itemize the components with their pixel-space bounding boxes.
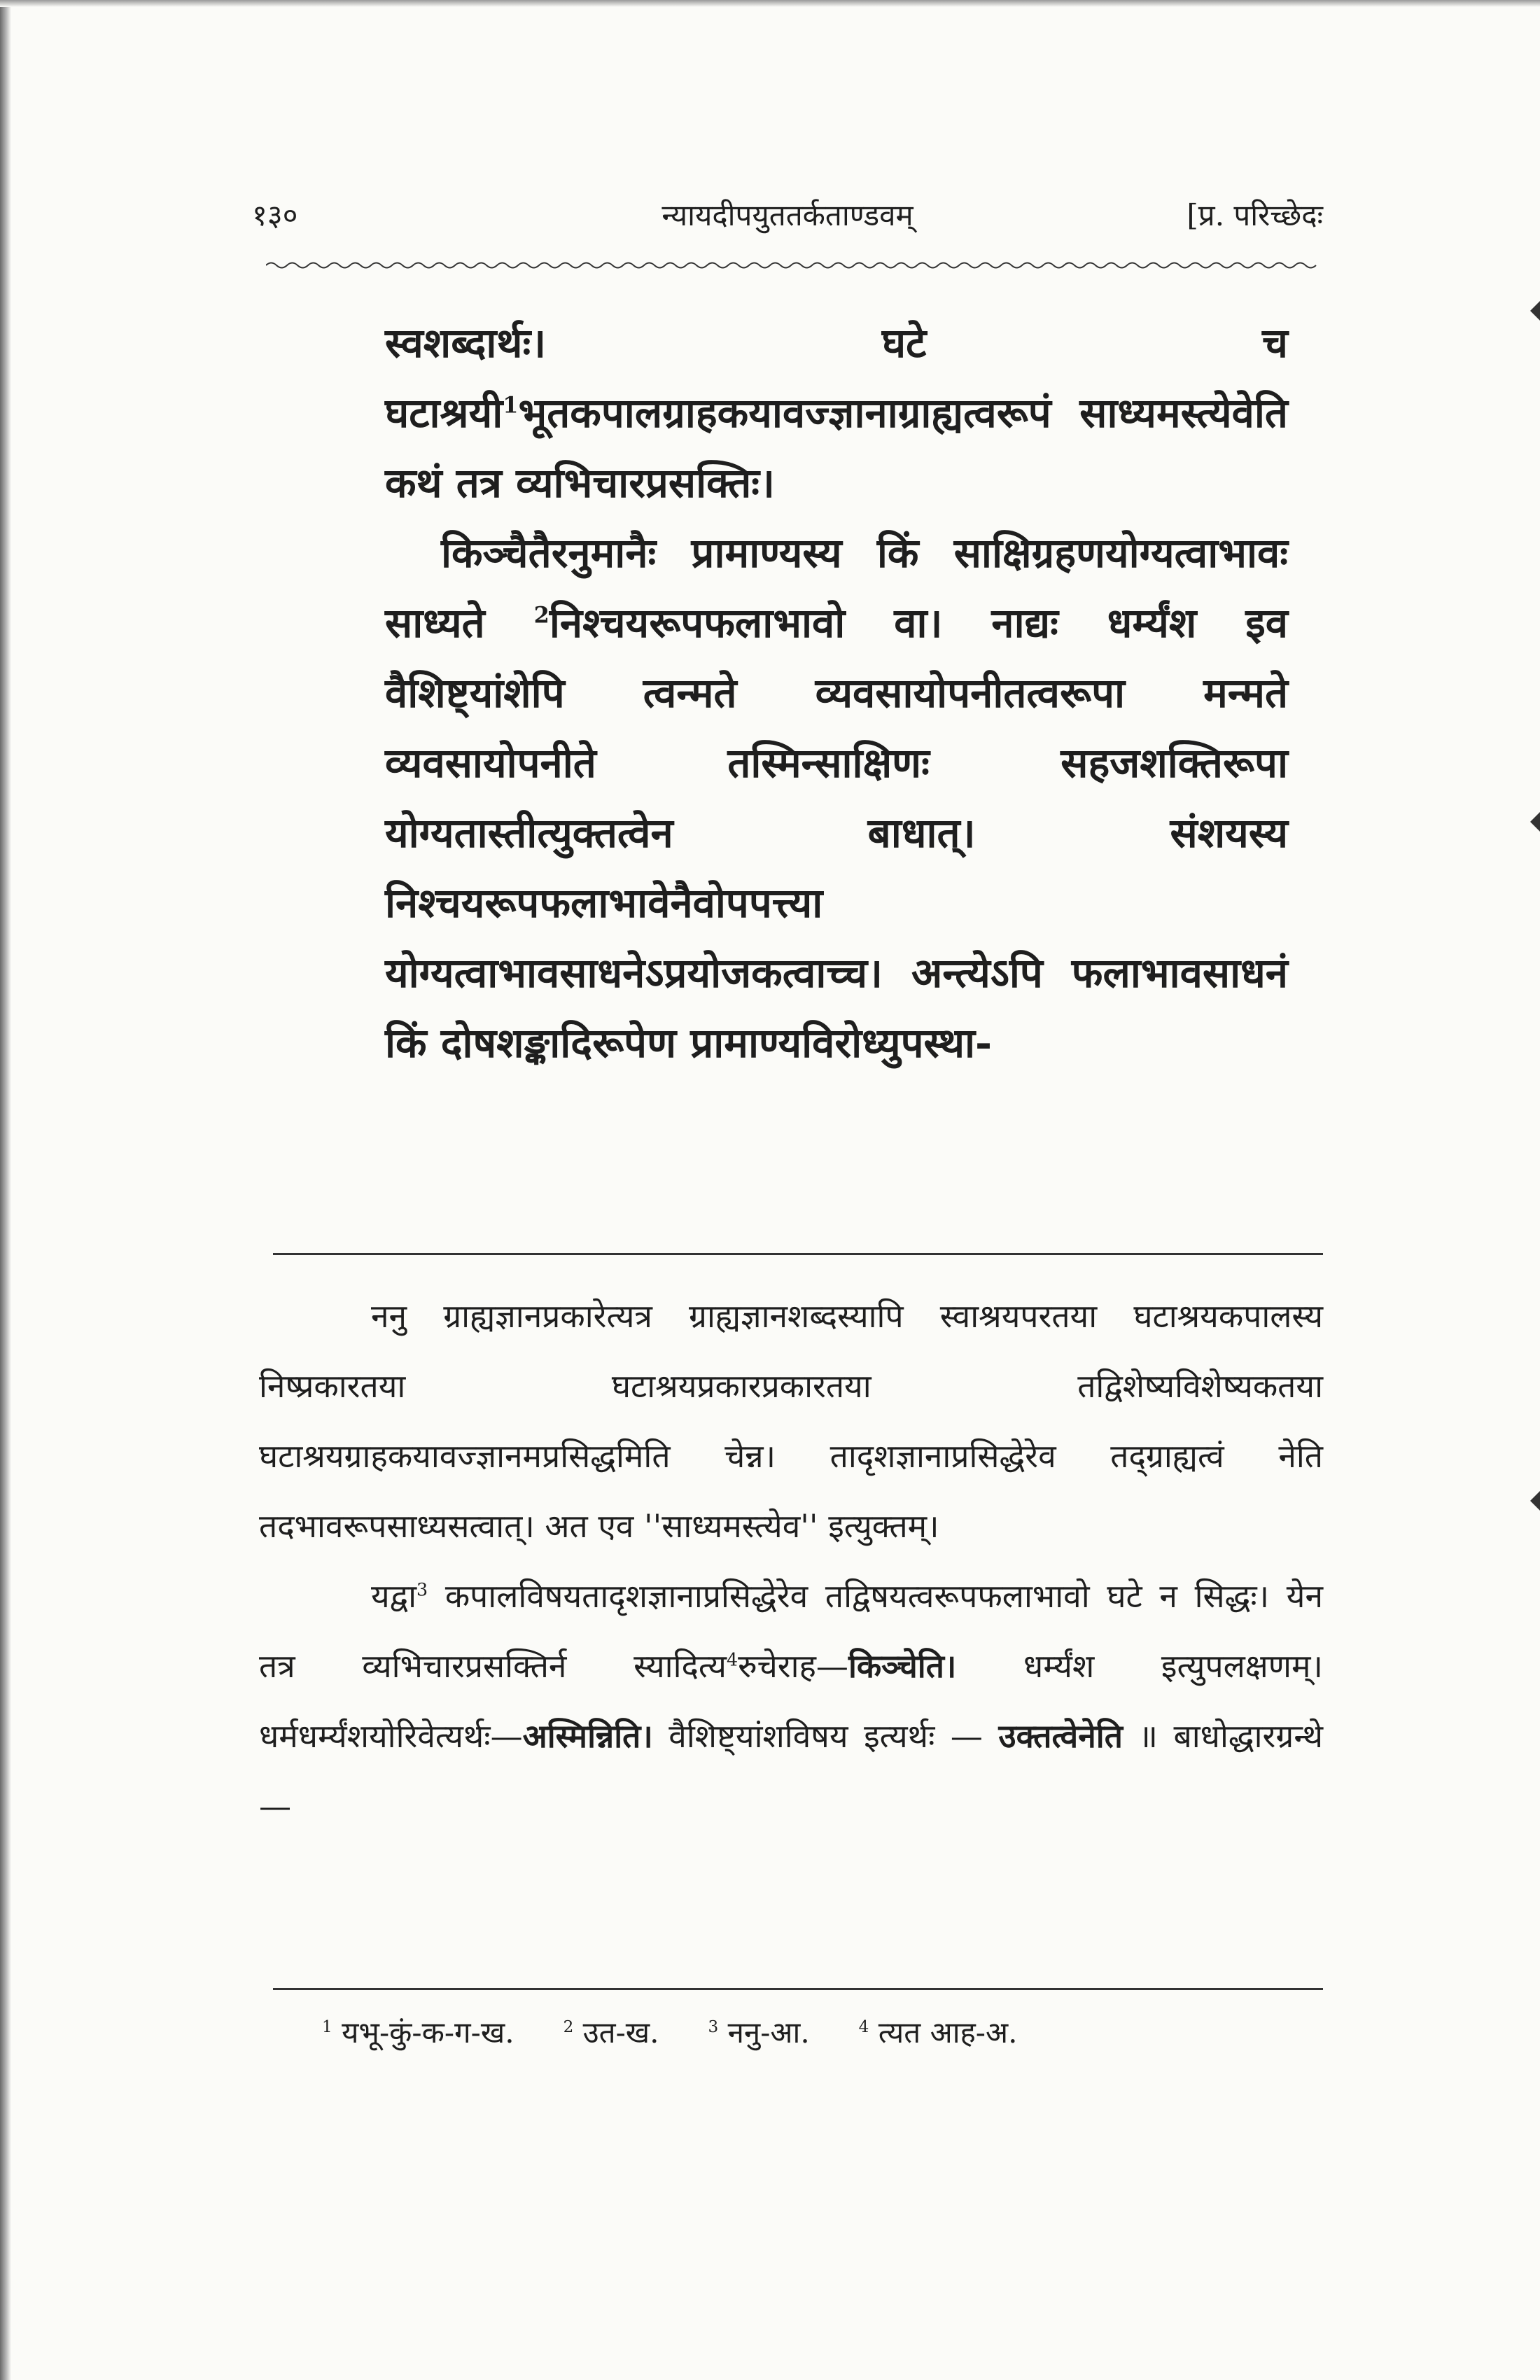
footnote <box>322 2012 514 2054</box>
footnote-text: ननु-आ. <box>727 2015 810 2050</box>
commentary <box>259 1281 1323 1841</box>
commentary-span: यद्वा <box>371 1577 417 1615</box>
footnote-marker: 2 <box>533 601 550 629</box>
main-paragraph-1 <box>385 308 1288 518</box>
commentary-span: ॥ बाधोद्धारग्रन्थे — <box>259 1717 1323 1825</box>
scan-edge-left <box>0 0 11 2380</box>
footnote-marker: 4 <box>726 1649 738 1670</box>
commentary-keyword: किञ्चेति। <box>848 1647 957 1685</box>
running-head <box>252 195 1323 251</box>
footnote-text: उत-ख. <box>582 2015 659 2050</box>
footnote-text: त्यत आह-अ. <box>878 2015 1018 2050</box>
footnote-number: 3 <box>708 2018 719 2036</box>
commentary-span: वैशिष्ट्यांशविषय इत्यर्थः — <box>652 1717 999 1755</box>
footnote <box>564 2012 659 2054</box>
scan-mark <box>1530 1491 1540 1511</box>
commentary-span: कपालविषयतादृशज्ञानाप्रसिद्धेरेव तद्विषयत्वरूपफलाभावो घटे न सिद्धः। येन तत्र व्यभिचारप्रसक्तिर्न स्यादित्य <box>259 1577 1323 1685</box>
footnote-number: 4 <box>858 2018 869 2036</box>
main-text-span: स्वशब्दार्थः। घटे च घटाश्रयी <box>385 319 1288 437</box>
footnotes <box>322 2012 1302 2054</box>
wavy-rule <box>266 260 1323 270</box>
footnote-number: 2 <box>563 2018 574 2036</box>
main-text-span: किञ्चैतैरनुमानैः प्रामाण्यस्य किं साक्षिग्रहणयोग्यत्वाभावः साध्यते <box>385 529 1288 647</box>
main-paragraph-2 <box>385 518 1288 1078</box>
running-section: [प्र. परिच्छेदः <box>1186 198 1323 232</box>
footnote-number: 1 <box>322 2018 332 2036</box>
running-title: न्यायदीपयुततर्कताण्डवम् <box>662 198 913 232</box>
page-number: १३० <box>252 198 298 232</box>
main-text-span: भूतकपालग्राहकयावज्ज्ञानाग्राह्यत्वरूपं साध्यमस्त्येवेति कथं तत्र व्यभिचारप्रसक्तिः। <box>385 389 1288 507</box>
main-text-span: निश्चयरूपफलाभावो वा। नाद्यः धर्म्यंश इव वैशिष्ट्यांशेपि त्वन्मते व्यवसायोपनीतत्वरूपा मन्मते व्यवसायोपनीते तस्मिन्साक्षिणः सहजशक्तिरूपा योग्यतास्तीत्युक्तत्वेन बाधात्। संशयस्य निश्चयरूपफलाभावेनैवोपपत्त्या योग्यत्वाभावसाधनेऽप्रयोजकत्वाच्च। अन्त्येऽपि फलाभावसाधनं किं दोषशङ्कादिरूपेण प्रामाण्यविरोध्युपस्था- <box>385 599 1288 1067</box>
footnote <box>859 2012 1018 2054</box>
commentary-paragraph-1: ननु ग्राह्यज्ञानप्रकारेत्यत्र ग्राह्यज्ञानशब्दस्यापि स्वाश्रयपरतया घटाश्रयकपालस्य निष्प्रकारतया घटाश्रयप्रकारप्रकारतया तद्विशेष्यविशेष्यकतया घटाश्रयग्राहकयावज्ज्ञानमप्रसिद्धमिति चेन्न। तादृशज्ञानाप्रसिद्धेरेव तद्ग्राह्यत्वं नेति तदभावरूपसाध्यसत्वात्। अत एव ''साध्यमस्त्येव'' इत्युक्तम्। <box>259 1297 1323 1545</box>
text-commentary-divider <box>273 1253 1323 1255</box>
footnote-marker: 3 <box>416 1579 428 1600</box>
scan-mark <box>1530 812 1540 832</box>
footnote-divider <box>273 1988 1323 1990</box>
commentary-span: धर्म्यंश इत्युपलक्षणम्। धर्मधर्म्यंशयोरिवेत्यर्थः— <box>259 1647 1323 1755</box>
footnote <box>708 2012 810 2054</box>
commentary-keyword: उक्तत्वेनेति <box>998 1717 1123 1755</box>
book-page <box>252 0 1323 2380</box>
footnote-text: यभू-कुं-क-ग-ख. <box>342 2015 514 2050</box>
footnote-marker: 1 <box>503 391 519 419</box>
commentary-keyword: अस्मिन्निति। <box>522 1717 653 1755</box>
main-text <box>385 308 1288 1078</box>
commentary-paragraph-2 <box>259 1561 1323 1841</box>
commentary-span: रुचेराह— <box>738 1647 848 1685</box>
scan-mark <box>1530 301 1540 321</box>
